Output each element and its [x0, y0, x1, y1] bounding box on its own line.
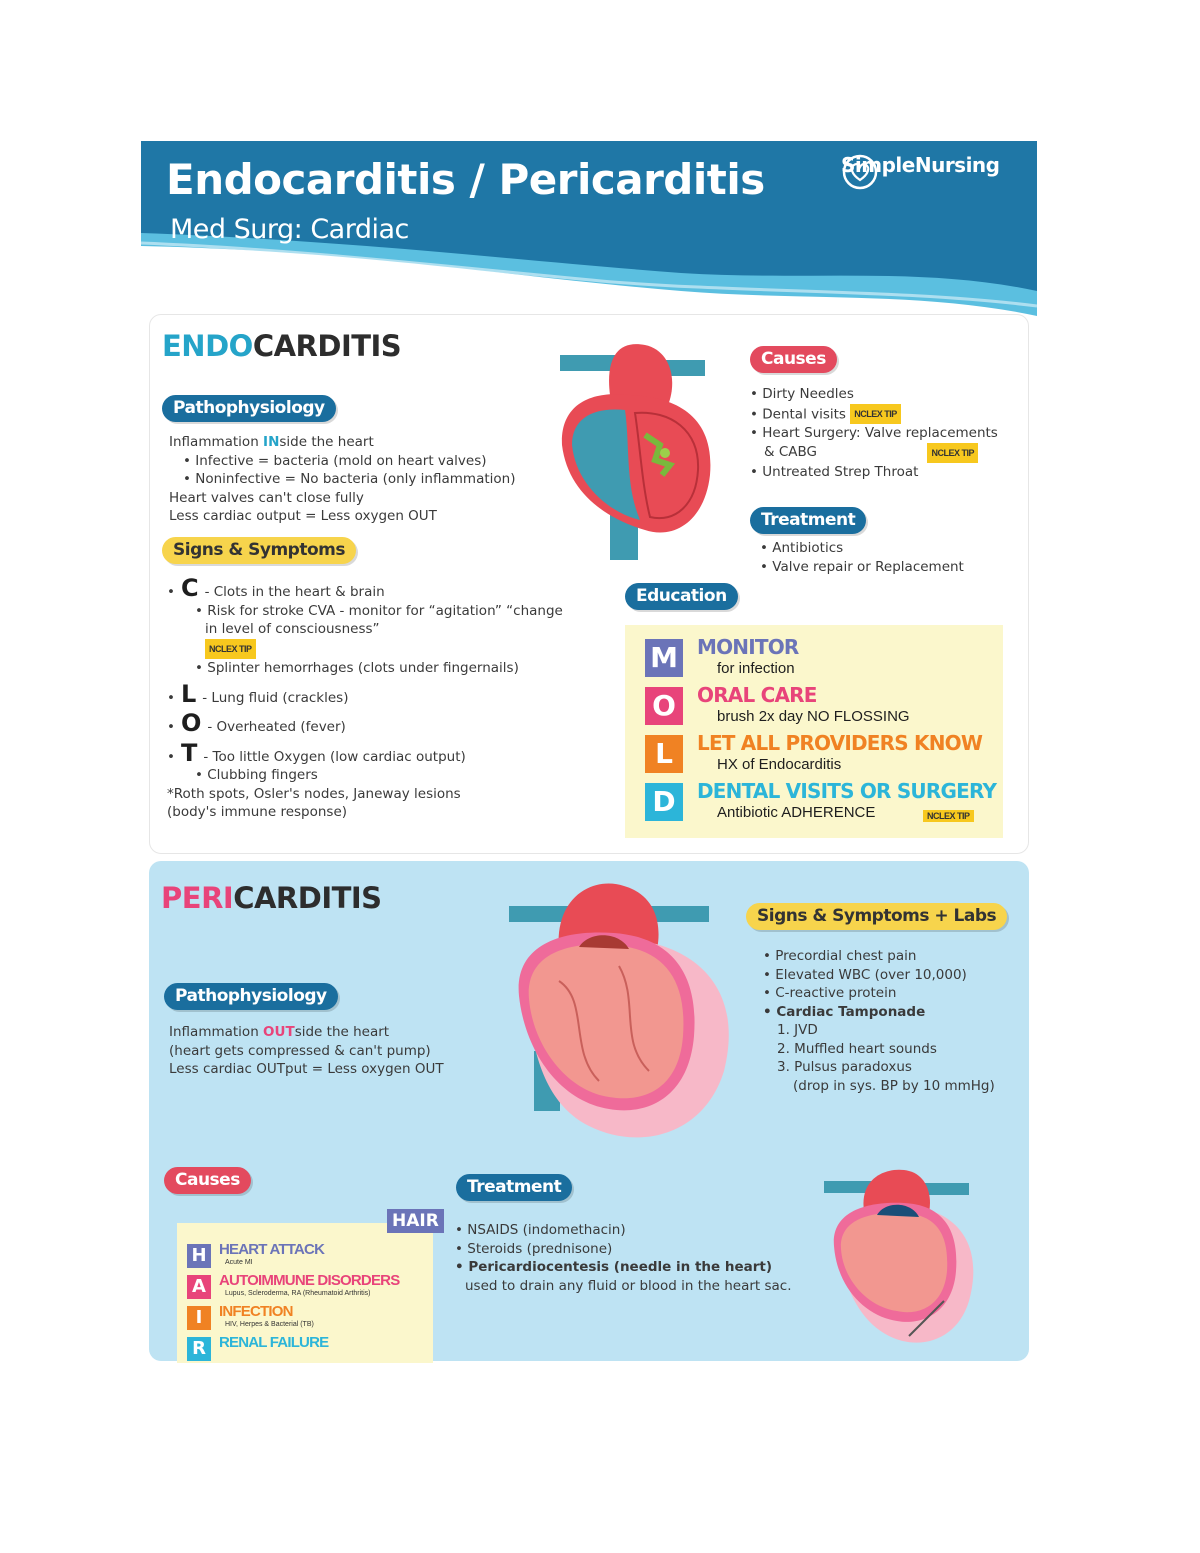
peri-treatment-label: Treatment	[456, 1174, 572, 1201]
endo-treatment-list: • Antibiotics • Valve repair or Replacement	[760, 540, 964, 575]
peri-treatment-list: • NSAIDS (indomethacin) • Steroids (prednisone) • Pericardiocentesis (needle in the heart) used to drain any fluid or blood in the heart sac.	[455, 1222, 792, 1294]
clot-l-row: • L - Lung fluid (crackles)	[167, 679, 349, 708]
nclex-tip-badge: NCLEX TIP	[850, 404, 901, 425]
hair-row-r: R RENAL FAILURE	[187, 1334, 432, 1364]
endo-causes-list: • Dirty Needles • Dental visits NCLEX TIP • Heart Surgery: Valve replacements & CABG NCLEX TIP • Untreated Strep Throat	[750, 386, 998, 480]
hair-row-h: H HEART ATTACK Acute MI	[187, 1241, 432, 1271]
peri-causes-label: Causes	[164, 1167, 251, 1194]
hair-mnemonic-box	[177, 1211, 439, 1363]
endo-patho-text: Inflammation INside the heart • Infective = bacteria (mold on heart valves) • Noninfective = No bacteria (only inflammation) Heart valves can't close fully Less cardiac output = Less oxygen OUT	[169, 434, 516, 524]
endo-treatment-label: Treatment	[750, 507, 866, 534]
endocarditis-panel	[149, 314, 1029, 854]
heart-pericardium-illustration	[499, 871, 739, 1151]
heart-interior-illustration	[550, 335, 720, 560]
pericarditis-title: PERICARDITIS	[161, 881, 382, 915]
mold-row-m: M MONITOR for infection	[645, 635, 995, 681]
heart-pericardiocentesis-illustration	[819, 1161, 989, 1346]
hair-tag: HAIR	[387, 1209, 444, 1233]
nclex-tip-badge: NCLEX TIP	[927, 443, 978, 464]
endo-patho-label: Pathophysiology	[162, 395, 336, 422]
infographic-sheet	[141, 141, 1037, 1359]
brand-logo	[841, 153, 1000, 177]
mold-row-o: O ORAL CARE brush 2x day NO FLOSSING	[645, 683, 995, 729]
mold-mnemonic-box	[625, 625, 1003, 838]
nclex-tip-badge: NCLEX TIP	[923, 810, 974, 822]
page-title: Endocarditis / Pericarditis	[166, 155, 765, 204]
clot-o-row: • O - Overheated (fever)	[167, 709, 346, 737]
peri-signs-list: • Precordial chest pain • Elevated WBC (over 10,000) • C-reactive protein • Cardiac Tamponade 1. JVD 2. Muffled heart sounds 3. Pulsus paradoxus (drop in sys. BP by 10 mmHg)	[763, 948, 995, 1094]
education-label: Education	[625, 583, 738, 610]
clot-c-row: • C - Clots in the heart & brain	[167, 574, 385, 602]
endo-causes-label: Causes	[750, 346, 837, 373]
peri-patho-label: Pathophysiology	[164, 983, 338, 1010]
pericarditis-panel	[149, 861, 1029, 1361]
peri-patho-text: Inflammation OUTside the heart (heart gets compressed & can't pump) Less cardiac OUTput = Less oxygen OUT	[169, 1024, 444, 1077]
mold-row-d: D DENTAL VISITS OR SURGERY Antibiotic ADHERENCE	[645, 779, 995, 825]
hair-row-a: A AUTOIMMUNE DISORDERS Lupus, Scleroderma, RA (Rheumatoid Arthritis)	[187, 1272, 432, 1302]
endo-signs-label: Signs & Symptoms	[162, 537, 356, 564]
header-banner	[141, 141, 1037, 326]
endo-clot-list: • C - Clots in the heart & brain • Risk for stroke CVA - monitor for “agitation” “change in level of consciousness” NCLEX TIP • Splinter hemorrhages (clots under fingernails) • L - Lung fluid (crackles) • O - Overheated (fever) • T - Too little Oxygen (low cardiac output) • Clubbing fingers *Roth spots, Osler's nodes, Janeway lesions (body's immune response)	[167, 579, 607, 822]
clot-t-row: • T - Too little Oxygen (low cardiac output)	[167, 738, 466, 767]
heart-logo-icon	[841, 153, 879, 191]
brand-name: SimpleNursing	[841, 153, 1000, 177]
endocarditis-title: ENDOCARDITIS	[162, 329, 402, 363]
hair-row-i: I INFECTION HIV, Herpes & Bacterial (TB)	[187, 1303, 432, 1333]
nclex-tip-badge: NCLEX TIP	[205, 639, 256, 660]
peri-signs-label: Signs & Symptoms + Labs	[746, 903, 1007, 930]
mold-row-l: L LET ALL PROVIDERS KNOW HX of Endocarditis	[645, 731, 995, 777]
page-subtitle: Med Surg: Cardiac	[170, 214, 409, 245]
